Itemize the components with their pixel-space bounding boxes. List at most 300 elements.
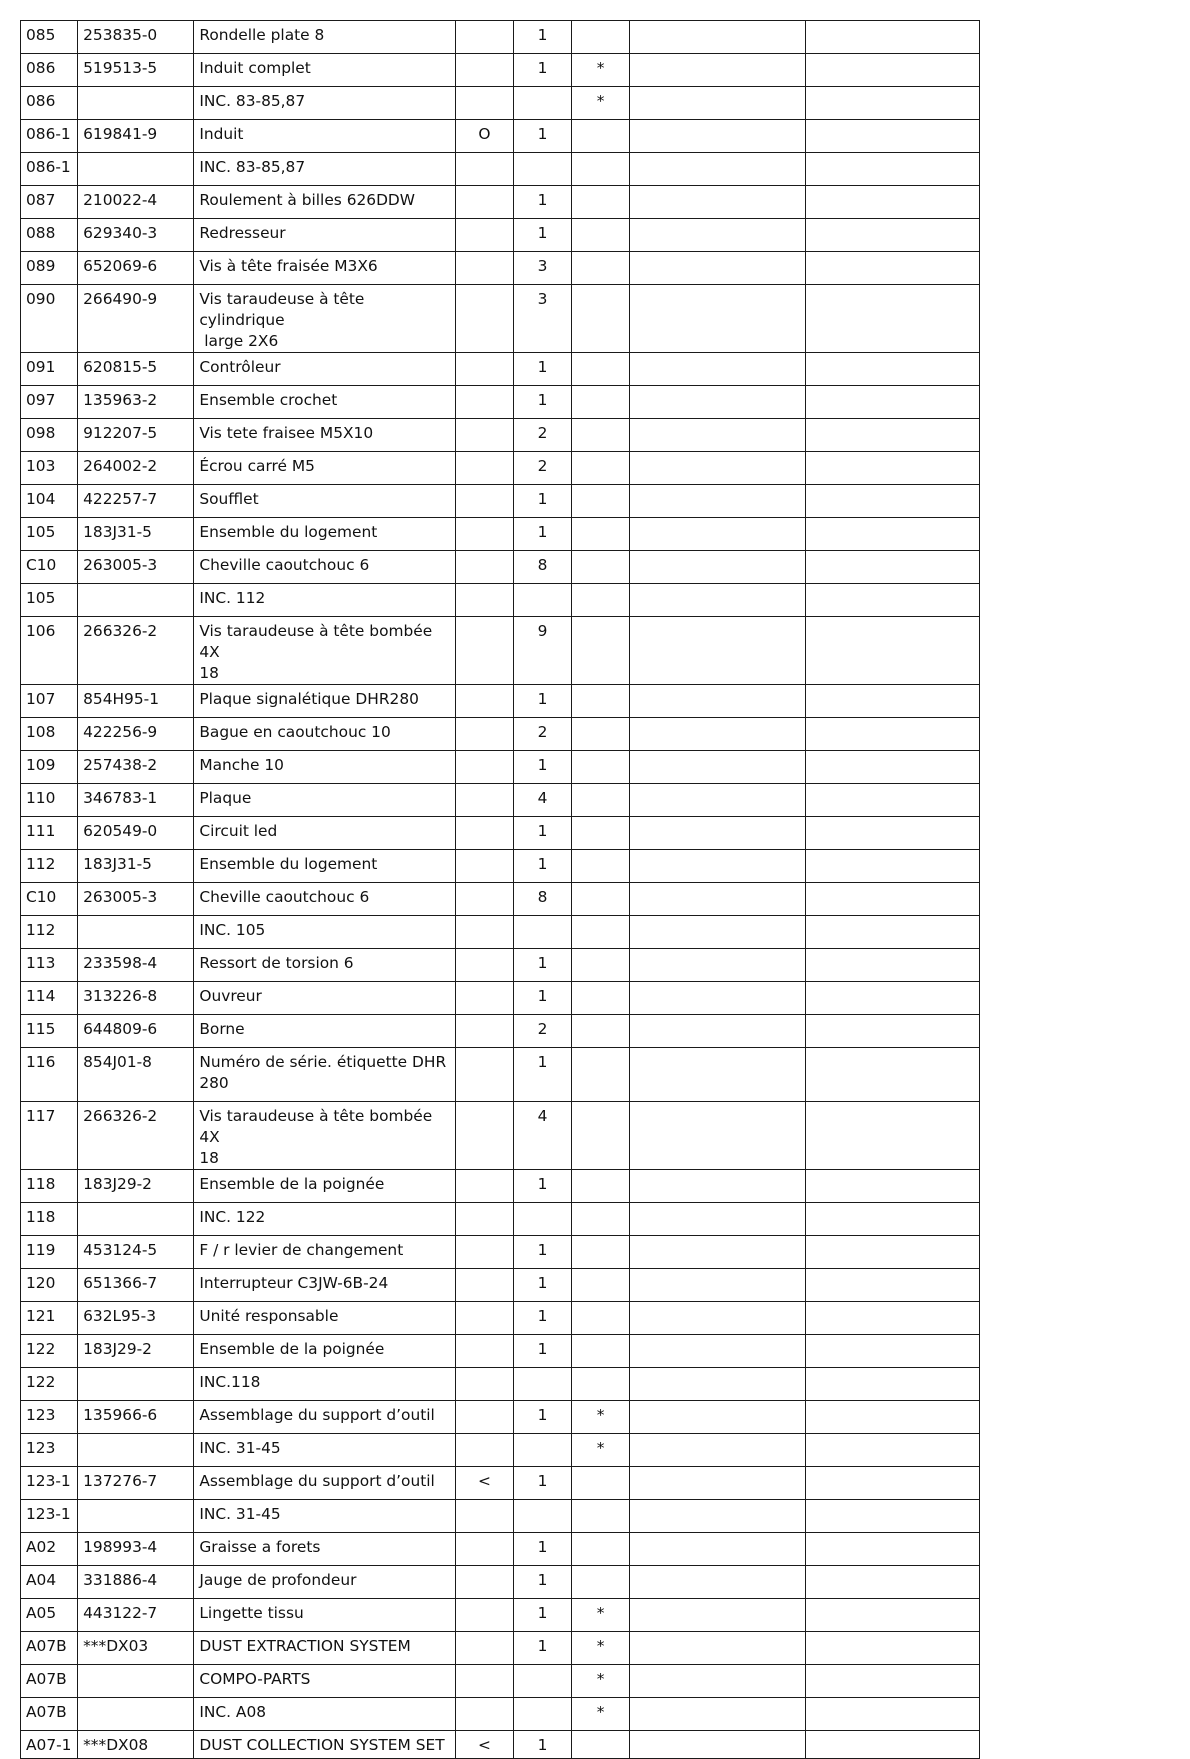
item-number-text: A07B (26, 1670, 67, 1688)
parts-table (20, 20, 980, 1759)
quantity-text: 1 (537, 191, 548, 209)
description-text: Circuit led (199, 822, 278, 840)
description-cell (194, 1467, 456, 1500)
part-number-cell (78, 419, 194, 452)
table-row (21, 1368, 980, 1401)
empty-cell (805, 1269, 979, 1302)
note-cell (572, 153, 630, 186)
note-cell (572, 1335, 630, 1368)
description-cell (194, 1599, 456, 1632)
note-text: * (596, 1637, 605, 1655)
quantity-text: 1 (537, 1571, 548, 1589)
part-number-text: 266490-9 (83, 290, 158, 308)
note-cell (572, 485, 630, 518)
description-cell (194, 1566, 456, 1599)
code-cell (455, 1048, 513, 1102)
part-number-text: 620815-5 (83, 358, 158, 376)
description-text: Numéro de série. étiquette DHR (199, 1053, 447, 1071)
quantity-text: 1 (537, 1472, 548, 1490)
item-number-text: 118 (26, 1208, 56, 1226)
note-cell (572, 1102, 630, 1170)
description-cell (194, 685, 456, 718)
item-number-text: 117 (26, 1107, 56, 1125)
item-number-cell (21, 419, 78, 452)
table-row (21, 87, 980, 120)
description-cell (194, 1015, 456, 1048)
note-cell (572, 219, 630, 252)
part-number-text: 652069-6 (83, 257, 158, 275)
item-number-cell (21, 485, 78, 518)
part-number-text: 253835-0 (83, 26, 158, 44)
item-number-cell (21, 784, 78, 817)
quantity-cell (513, 685, 571, 718)
item-number-cell (21, 452, 78, 485)
part-number-text: ***DX08 (83, 1736, 149, 1754)
code-cell (455, 21, 513, 54)
part-number-cell (78, 1500, 194, 1533)
item-number-text: 123-1 (26, 1472, 71, 1490)
table-row (21, 916, 980, 949)
empty-cell (805, 1665, 979, 1698)
part-number-text: 854J01-8 (83, 1053, 152, 1071)
description-continuation-text: 18 (199, 1149, 219, 1167)
empty-cell (805, 1102, 979, 1170)
note-cell (572, 916, 630, 949)
description-cell (194, 1302, 456, 1335)
description-cell (194, 1500, 456, 1533)
item-number-text: 123 (26, 1439, 56, 1457)
part-number-cell (78, 1599, 194, 1632)
table-row (21, 1236, 980, 1269)
item-number-text: 123-1 (26, 1505, 71, 1523)
quantity-text: 1 (537, 523, 548, 541)
part-number-text: 854H95-1 (83, 690, 159, 708)
description-text: Ensemble du logement (199, 855, 378, 873)
note-cell (572, 1401, 630, 1434)
item-number-cell (21, 584, 78, 617)
part-number-text: 422257-7 (83, 490, 158, 508)
item-number-text: 116 (26, 1053, 56, 1071)
code-cell (455, 419, 513, 452)
table-row (21, 386, 980, 419)
note-cell (572, 1203, 630, 1236)
item-number-cell (21, 850, 78, 883)
quantity-text: 2 (537, 457, 548, 475)
empty-cell (805, 1302, 979, 1335)
part-number-cell (78, 1533, 194, 1566)
description-text: INC.118 (199, 1373, 261, 1391)
description-text: INC. 112 (199, 589, 266, 607)
empty-cell (630, 617, 805, 685)
part-number-cell (78, 1236, 194, 1269)
quantity-cell (513, 452, 571, 485)
item-number-text: 114 (26, 987, 56, 1005)
part-number-text: 135966-6 (83, 1406, 158, 1424)
description-cell (194, 186, 456, 219)
part-number-text: 264002-2 (83, 457, 158, 475)
quantity-cell (513, 1731, 571, 1759)
note-cell (572, 1434, 630, 1467)
item-number-cell (21, 949, 78, 982)
description-text: Bague en caoutchouc 10 (199, 723, 391, 741)
code-cell (455, 1533, 513, 1566)
empty-cell (805, 285, 979, 353)
empty-cell (630, 452, 805, 485)
table-row (21, 419, 980, 452)
table-row (21, 1698, 980, 1731)
part-number-cell (78, 252, 194, 285)
code-cell (455, 1302, 513, 1335)
description-text: INC. A08 (199, 1703, 267, 1721)
note-text: * (596, 1604, 605, 1622)
description-text: Induit (199, 125, 244, 143)
note-cell (572, 949, 630, 982)
description-text: Induit complet (199, 59, 311, 77)
description-text: Cheville caoutchouc 6 (199, 888, 370, 906)
part-number-cell (78, 1632, 194, 1665)
item-number-cell (21, 1015, 78, 1048)
table-row (21, 252, 980, 285)
empty-cell (630, 419, 805, 452)
item-number-cell (21, 1566, 78, 1599)
part-number-text: 210022-4 (83, 191, 158, 209)
part-number-text: 263005-3 (83, 556, 158, 574)
table-row (21, 120, 980, 153)
code-cell (455, 120, 513, 153)
description-cell (194, 518, 456, 551)
item-number-cell (21, 1500, 78, 1533)
note-cell (572, 784, 630, 817)
quantity-cell (513, 1467, 571, 1500)
code-cell (455, 353, 513, 386)
description-cell (194, 1401, 456, 1434)
description-cell (194, 153, 456, 186)
description-text: Jauge de profondeur (199, 1571, 357, 1589)
item-number-cell (21, 285, 78, 353)
description-text: INC. 31-45 (199, 1439, 281, 1457)
note-cell (572, 186, 630, 219)
note-text: * (596, 1703, 605, 1721)
part-number-text: 137276-7 (83, 1472, 158, 1490)
code-text: < (477, 1472, 491, 1490)
code-cell (455, 551, 513, 584)
part-number-text: 620549-0 (83, 822, 158, 840)
empty-cell (805, 120, 979, 153)
item-number-cell (21, 386, 78, 419)
code-cell (455, 1368, 513, 1401)
description-cell (194, 419, 456, 452)
description-cell (194, 784, 456, 817)
empty-cell (630, 1302, 805, 1335)
table-row (21, 685, 980, 718)
description-text: Ouvreur (199, 987, 262, 1005)
empty-cell (805, 751, 979, 784)
part-number-cell (78, 1665, 194, 1698)
description-text: Assemblage du support d’outil (199, 1406, 435, 1424)
note-cell (572, 1236, 630, 1269)
quantity-cell (513, 518, 571, 551)
code-cell (455, 1500, 513, 1533)
quantity-text: 1 (537, 125, 548, 143)
item-number-cell (21, 353, 78, 386)
quantity-cell (513, 21, 571, 54)
table-row (21, 186, 980, 219)
description-text: Contrôleur (199, 358, 281, 376)
code-cell (455, 1401, 513, 1434)
table-row (21, 1048, 980, 1102)
empty-cell (630, 1467, 805, 1500)
item-number-text: 122 (26, 1373, 56, 1391)
note-cell (572, 1566, 630, 1599)
part-number-text: 443122-7 (83, 1604, 158, 1622)
quantity-cell (513, 219, 571, 252)
part-number-text: 519513-5 (83, 59, 158, 77)
note-cell (572, 718, 630, 751)
quantity-text: 1 (537, 690, 548, 708)
description-continuation-text: 18 (199, 664, 219, 682)
empty-cell (630, 386, 805, 419)
part-number-text: 135963-2 (83, 391, 158, 409)
empty-cell (630, 1566, 805, 1599)
quantity-text: 1 (537, 1637, 548, 1655)
empty-cell (805, 1335, 979, 1368)
quantity-cell (513, 1401, 571, 1434)
item-number-text: 103 (26, 457, 56, 475)
note-cell (572, 21, 630, 54)
note-cell (572, 551, 630, 584)
description-text: Vis taraudeuse à tête bombée 4X (199, 622, 433, 661)
note-cell (572, 1170, 630, 1203)
item-number-text: 107 (26, 690, 56, 708)
table-row (21, 219, 980, 252)
quantity-text: 1 (537, 391, 548, 409)
code-cell (455, 617, 513, 685)
quantity-cell (513, 1698, 571, 1731)
item-number-cell (21, 1236, 78, 1269)
part-number-cell (78, 386, 194, 419)
empty-cell (805, 551, 979, 584)
empty-cell (805, 386, 979, 419)
quantity-cell (513, 1434, 571, 1467)
quantity-cell (513, 120, 571, 153)
description-cell (194, 87, 456, 120)
table-row (21, 21, 980, 54)
table-row (21, 949, 980, 982)
item-number-text: 121 (26, 1307, 56, 1325)
description-cell (194, 617, 456, 685)
code-cell (455, 916, 513, 949)
note-cell (572, 883, 630, 916)
code-cell (455, 219, 513, 252)
empty-cell (805, 1236, 979, 1269)
item-number-cell (21, 1599, 78, 1632)
description-cell (194, 751, 456, 784)
part-number-text: 257438-2 (83, 756, 158, 774)
part-number-text: 183J29-2 (83, 1340, 152, 1358)
note-cell (572, 353, 630, 386)
quantity-text: 1 (537, 358, 548, 376)
note-cell (572, 1368, 630, 1401)
empty-cell (805, 916, 979, 949)
description-text: Manche 10 (199, 756, 284, 774)
note-text: * (596, 59, 605, 77)
description-cell (194, 1665, 456, 1698)
code-cell (455, 685, 513, 718)
empty-cell (630, 1632, 805, 1665)
table-row (21, 883, 980, 916)
quantity-text: 1 (537, 26, 548, 44)
empty-cell (805, 87, 979, 120)
item-number-text: 105 (26, 523, 56, 541)
item-number-cell (21, 87, 78, 120)
description-cell (194, 452, 456, 485)
item-number-cell (21, 518, 78, 551)
description-cell (194, 120, 456, 153)
quantity-text: 1 (537, 1604, 548, 1622)
quantity-cell (513, 584, 571, 617)
quantity-cell (513, 186, 571, 219)
part-number-text: 619841-9 (83, 125, 158, 143)
note-cell (572, 982, 630, 1015)
item-number-text: 108 (26, 723, 56, 741)
empty-cell (805, 252, 979, 285)
item-number-cell (21, 1467, 78, 1500)
empty-cell (630, 784, 805, 817)
part-number-text: 198993-4 (83, 1538, 158, 1556)
part-number-text: 313226-8 (83, 987, 158, 1005)
empty-cell (630, 1048, 805, 1102)
item-number-cell (21, 1048, 78, 1102)
empty-cell (805, 186, 979, 219)
item-number-cell (21, 751, 78, 784)
description-cell (194, 1269, 456, 1302)
part-number-cell (78, 1203, 194, 1236)
code-cell (455, 751, 513, 784)
description-text: INC. 122 (199, 1208, 266, 1226)
quantity-text: 1 (537, 1274, 548, 1292)
quantity-cell (513, 419, 571, 452)
note-cell (572, 1015, 630, 1048)
empty-cell (805, 54, 979, 87)
part-number-cell (78, 916, 194, 949)
empty-cell (805, 1566, 979, 1599)
quantity-cell (513, 353, 571, 386)
table-row (21, 518, 980, 551)
empty-cell (805, 419, 979, 452)
item-number-cell (21, 186, 78, 219)
empty-cell (805, 784, 979, 817)
part-number-cell (78, 1102, 194, 1170)
item-number-cell (21, 1665, 78, 1698)
item-number-text: 086 (26, 59, 56, 77)
part-number-text: 651366-7 (83, 1274, 158, 1292)
empty-cell (805, 21, 979, 54)
item-number-text: 090 (26, 290, 56, 308)
note-cell (572, 419, 630, 452)
code-cell (455, 1102, 513, 1170)
description-text: Ensemble de la poignée (199, 1340, 385, 1358)
empty-cell (630, 153, 805, 186)
code-cell (455, 982, 513, 1015)
item-number-cell (21, 1401, 78, 1434)
item-number-text: A07B (26, 1637, 67, 1655)
part-number-cell (78, 1302, 194, 1335)
note-cell (572, 87, 630, 120)
quantity-cell (513, 982, 571, 1015)
code-cell (455, 1236, 513, 1269)
code-cell (455, 784, 513, 817)
part-number-cell (78, 1731, 194, 1759)
empty-cell (630, 219, 805, 252)
empty-cell (630, 685, 805, 718)
item-number-cell (21, 1170, 78, 1203)
code-cell (455, 1731, 513, 1759)
part-number-cell (78, 1401, 194, 1434)
table-row (21, 718, 980, 751)
code-cell (455, 1467, 513, 1500)
table-row (21, 1269, 980, 1302)
code-cell (455, 186, 513, 219)
part-number-cell (78, 784, 194, 817)
empty-cell (630, 1335, 805, 1368)
part-number-cell (78, 949, 194, 982)
description-cell (194, 1236, 456, 1269)
table-row (21, 1632, 980, 1665)
description-cell (194, 1102, 456, 1170)
table-row (21, 452, 980, 485)
item-number-cell (21, 54, 78, 87)
code-cell (455, 949, 513, 982)
item-number-text: 085 (26, 26, 56, 44)
code-cell (455, 817, 513, 850)
quantity-cell (513, 1048, 571, 1102)
description-cell (194, 219, 456, 252)
empty-cell (630, 1599, 805, 1632)
item-number-cell (21, 1434, 78, 1467)
code-cell (455, 452, 513, 485)
quantity-text: 1 (537, 1538, 548, 1556)
item-number-text: 118 (26, 1175, 56, 1193)
empty-cell (630, 285, 805, 353)
item-number-text: 086 (26, 92, 56, 110)
quantity-cell (513, 1015, 571, 1048)
item-number-text: 113 (26, 954, 56, 972)
quantity-cell (513, 1533, 571, 1566)
quantity-text: 1 (537, 1241, 548, 1259)
empty-cell (630, 1102, 805, 1170)
code-cell (455, 1203, 513, 1236)
item-number-cell (21, 219, 78, 252)
item-number-text: 119 (26, 1241, 56, 1259)
description-text: Vis à tête fraisée M3X6 (199, 257, 378, 275)
item-number-cell (21, 1335, 78, 1368)
item-number-text: 104 (26, 490, 56, 508)
description-text: Vis taraudeuse à tête bombée 4X (199, 1107, 433, 1146)
description-cell (194, 850, 456, 883)
empty-cell (630, 21, 805, 54)
quantity-cell (513, 850, 571, 883)
table-row (21, 784, 980, 817)
note-cell (572, 1665, 630, 1698)
part-number-text: 263005-3 (83, 888, 158, 906)
item-number-text: A07B (26, 1703, 67, 1721)
quantity-text: 1 (537, 1175, 548, 1193)
note-cell (572, 850, 630, 883)
description-text: Borne (199, 1020, 245, 1038)
description-text: Roulement à billes 626DDW (199, 191, 416, 209)
note-cell (572, 1048, 630, 1102)
empty-cell (805, 485, 979, 518)
